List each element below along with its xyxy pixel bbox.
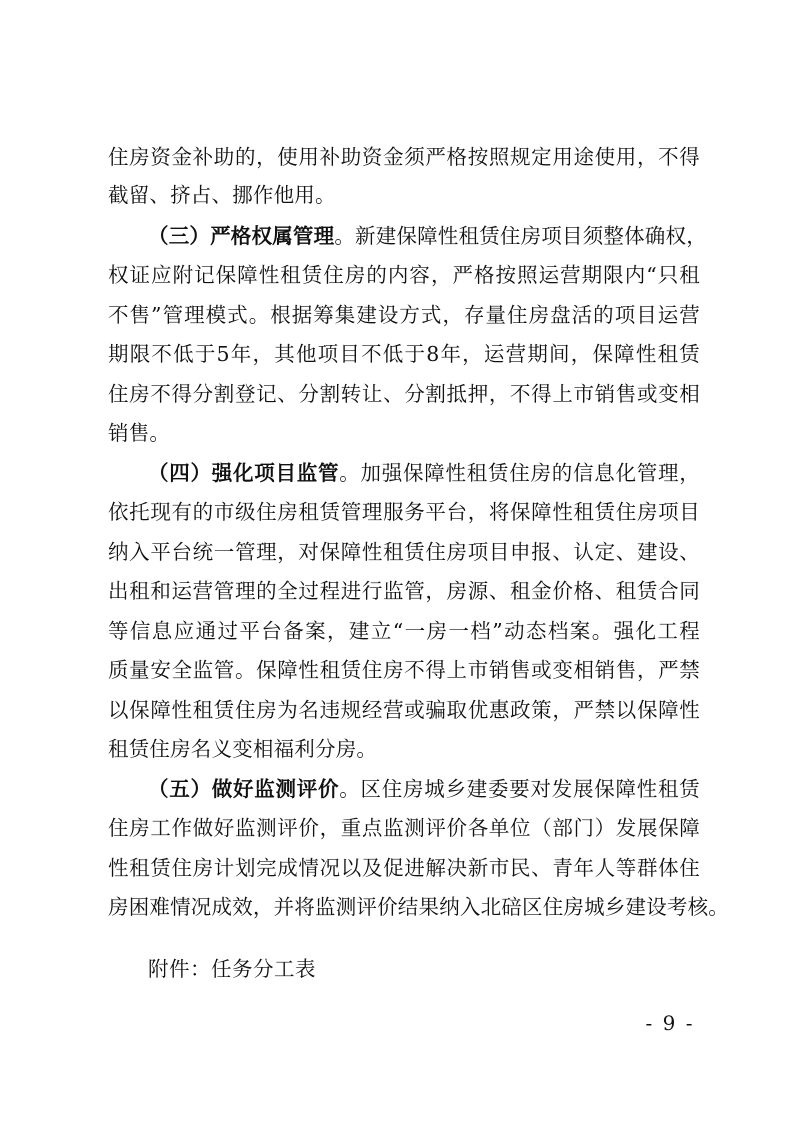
body-text: 。新建保障性租赁住房项目须整体确权，	[334, 224, 707, 248]
body-text-line: 截留、挤占、挪作他用。	[108, 183, 336, 207]
section-heading-5: （五）做好监测评价	[148, 777, 340, 801]
body-text-line: 权证应附记保障性租赁住房的内容，严格按照运营期限内“只租	[108, 263, 700, 287]
body-text-line: 性租赁住房计划完成情况以及促进解决新市民、青年人等群体住	[108, 856, 700, 880]
page-number: - 9 -	[645, 1011, 695, 1035]
body-text-line: 期限不低于5年，其他项目不低于8年，运营期间，保障性租赁	[108, 342, 700, 366]
section-heading-3: （三）严格权属管理	[148, 224, 335, 248]
body-text-line: 住房工作做好监测评价，重点监测评价各单位（部门）发展保障	[108, 816, 700, 840]
body-text-line: 住房不得分割登记、分割转让、分割抵押，不得上市销售或变相	[108, 382, 700, 406]
body-text-line: 房困难情况成效，并将监测评价结果纳入北碚区住房城乡建设考核。	[108, 895, 729, 919]
body-text-line: 住房资金补助的，使用补助资金须严格按照规定用途使用，不得	[108, 145, 700, 169]
body-text-line: 出租和运营管理的全过程进行监管，房源、租金价格、租赁合同	[108, 579, 700, 603]
attachment-label: 附件：任务分工表	[148, 957, 316, 981]
body-text-line: 质量安全监管。保障性租赁住房不得上市销售或变相销售，严禁	[108, 658, 700, 682]
paragraph-first-line	[148, 460, 700, 486]
section-heading-4: （四）强化项目监管	[148, 461, 340, 485]
body-text-line: 租赁住房名义变相福利分房。	[108, 737, 378, 761]
body-text-line: 不售”管理模式。根据筹集建设方式，存量住房盘活的项目运营	[108, 303, 700, 327]
body-text-line: 纳入平台统一管理，对保障性租赁住房项目申报、认定、建设、	[108, 540, 700, 564]
body-text-line: 以保障性租赁住房为名违规经营或骗取优惠政策，严禁以保障性	[108, 698, 700, 722]
paragraph-first-line	[148, 776, 700, 802]
body-text: 。区住房城乡建委要对发展保障性租赁	[339, 777, 700, 801]
body-text-line: 依托现有的市级住房租赁管理服务平台，将保障性租赁住房项目	[108, 500, 700, 524]
paragraph-first-line	[148, 223, 707, 249]
body-text-line: 等信息应通过平台备案，建立“一房一档”动态档案。强化工程	[108, 619, 700, 643]
body-text-line: 销售。	[108, 421, 171, 445]
body-text: 。加强保障性租赁住房的信息化管理，	[339, 461, 700, 485]
